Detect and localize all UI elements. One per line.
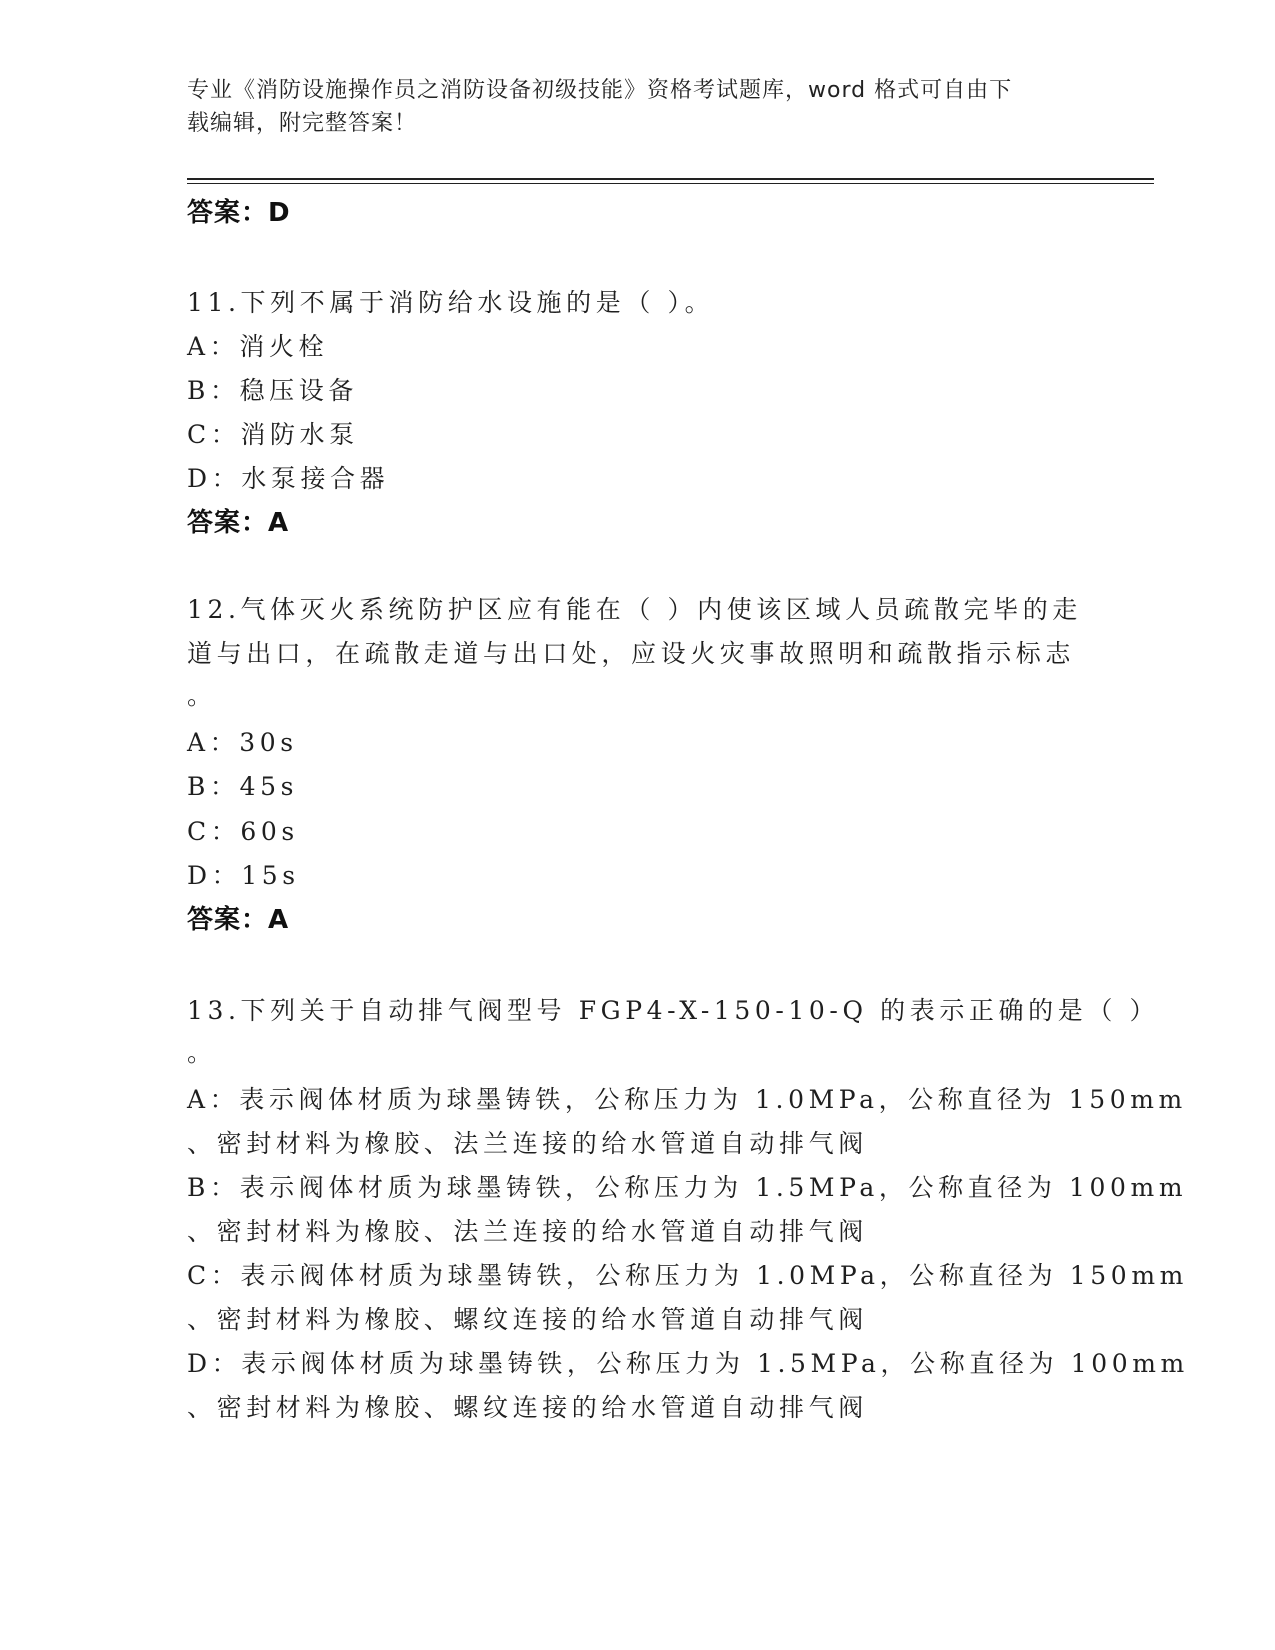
q13-option-c-line-1 — [187, 1256, 1188, 1292]
q12-stem-line-2: 道与出口，在疏散走道与出口处，应设火灾事故照明和疏散指示标志 — [187, 639, 1076, 668]
q13-option-d-line-2: 、密封材料为橡胶、螺纹连接的给水管道自动排气阀 — [187, 1393, 868, 1422]
header-rule-thick — [187, 178, 1154, 180]
option-text: 水泵接合器 — [241, 464, 390, 493]
option-key: C： — [187, 1261, 241, 1290]
option-text: 消防水泵 — [240, 420, 359, 449]
option-text: 稳压设备 — [239, 376, 358, 405]
q12-option-c — [187, 812, 1087, 848]
option-key: A： — [187, 728, 240, 757]
q11-option-d — [187, 459, 1087, 495]
option-text: 30s — [239, 728, 298, 757]
q11-answer: 答案：A — [187, 508, 290, 538]
option-key: D： — [187, 464, 242, 493]
option-key: A： — [187, 1085, 240, 1114]
option-key: D： — [187, 1349, 242, 1378]
option-text: 表示阀体材质为球墨铸铁，公称压力为 1.0MPa，公称直径为 150mm — [239, 1085, 1187, 1114]
q12-stem-line-3: 。 — [187, 681, 217, 710]
q11-option-b — [187, 371, 1087, 407]
option-key: B： — [187, 772, 240, 801]
header-rule-thin — [187, 183, 1154, 184]
option-key: B： — [187, 376, 240, 405]
option-key: C： — [187, 420, 241, 449]
option-key: B： — [187, 1173, 240, 1202]
option-text: 表示阀体材质为球墨铸铁，公称压力为 1.5MPa，公称直径为 100mm — [239, 1173, 1188, 1202]
option-key: D： — [187, 861, 242, 890]
header-line-1: 专业《消防设施操作员之消防设备初级技能》资格考试题库，word 格式可自由下 — [187, 78, 1013, 103]
q12-option-a — [187, 723, 1087, 759]
option-text: 表示阀体材质为球墨铸铁，公称压力为 1.0MPa，公称直径为 150mm — [240, 1261, 1188, 1290]
q12-option-d — [187, 856, 1087, 892]
q13-option-c-line-2: 、密封材料为橡胶、螺纹连接的给水管道自动排气阀 — [187, 1305, 868, 1334]
q13-option-d-line-1 — [187, 1344, 1189, 1380]
q13-option-a-line-2: 、密封材料为橡胶、法兰连接的给水管道自动排气阀 — [187, 1129, 868, 1158]
q11-option-a — [187, 327, 1087, 363]
option-text: 消火栓 — [239, 332, 329, 361]
q13-stem-line-2: 。 — [187, 1038, 217, 1067]
q12-answer: 答案：A — [187, 905, 290, 935]
document-header — [187, 74, 1067, 140]
q11-option-c — [187, 415, 1087, 451]
q11-stem: 11.下列不属于消防给水设施的是（ ）。 — [187, 288, 715, 317]
header-line-2: 载编辑，附完整答案！ — [187, 111, 418, 136]
q12-option-b — [187, 767, 1087, 803]
q13-option-b-line-2: 、密封材料为橡胶、法兰连接的给水管道自动排气阀 — [187, 1217, 868, 1246]
q13-option-b-line-1 — [187, 1168, 1188, 1204]
q13-stem-line-1: 13.下列关于自动排气阀型号 FGP4-X-150-10-Q 的表示正确的是（ ） — [187, 996, 1160, 1025]
option-key: C： — [187, 817, 241, 846]
option-text: 45s — [239, 772, 299, 801]
option-key: A： — [187, 332, 240, 361]
answer-prev: 答案：D — [187, 198, 291, 228]
option-text: 60s — [240, 817, 299, 846]
option-text: 15s — [241, 861, 300, 890]
q13-option-a-line-1 — [187, 1080, 1187, 1116]
option-text: 表示阀体材质为球墨铸铁，公称压力为 1.5MPa，公称直径为 100mm — [241, 1349, 1189, 1378]
q12-stem-line-1: 12.气体灭火系统防护区应有能在（ ）内使该区域人员疏散完毕的走 — [187, 595, 1082, 624]
